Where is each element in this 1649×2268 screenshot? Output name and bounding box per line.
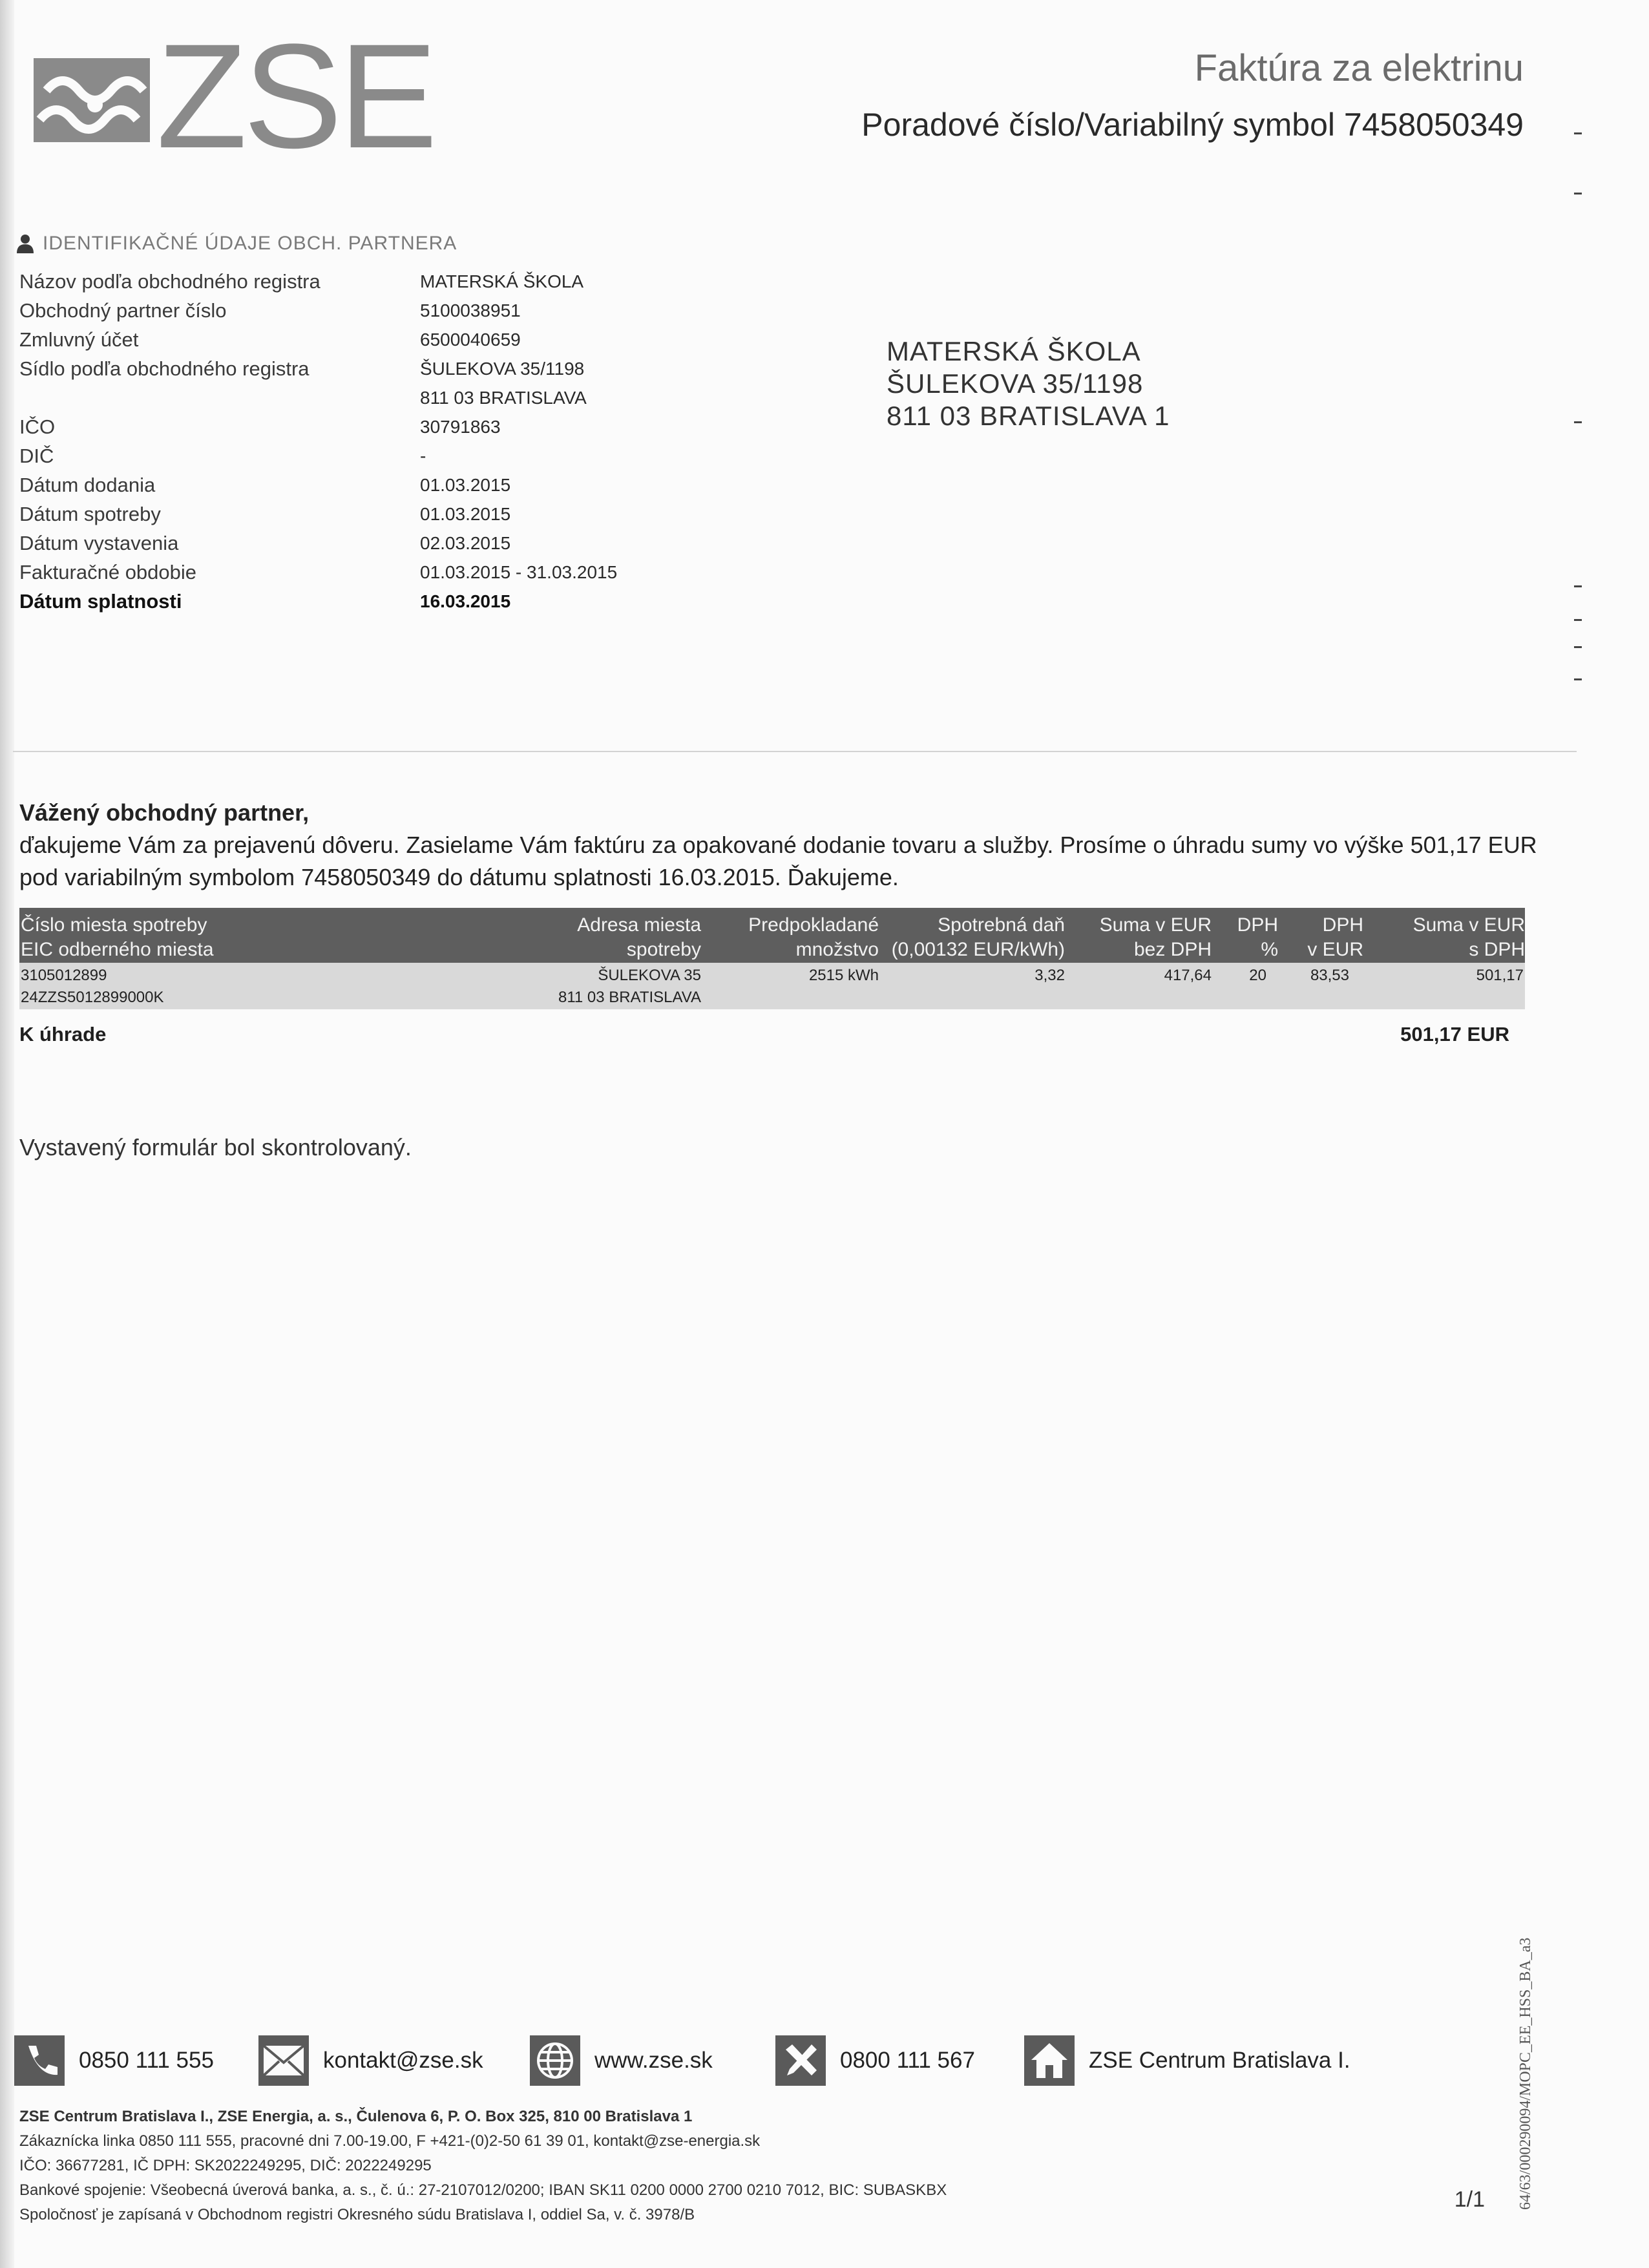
table-row — [19, 963, 1525, 1009]
variable-symbol: Poradové číslo/Variabilný symbol 7458050349 — [861, 107, 1524, 143]
margin-mark — [1574, 132, 1582, 134]
tools-icon — [775, 2035, 826, 2086]
total-value: 501,17 EUR — [1400, 1023, 1509, 1045]
contact-service — [775, 2035, 975, 2086]
col-place: Číslo miesta spotreby EIC odberného miesta — [21, 914, 214, 960]
contact-service-text: 0800 111 567 — [840, 2048, 975, 2073]
contact-web — [530, 2035, 713, 2086]
page-number: 1/1 — [1454, 2187, 1485, 2212]
phone-icon — [14, 2035, 65, 2086]
col-amount-inc-vat: Suma v EUR s DPH — [1413, 914, 1525, 960]
partner-value-dic: - — [420, 446, 426, 466]
partner-value-seat: ŠULEKOVA 35/1198 — [420, 359, 585, 379]
contact-phone-text: 0850 111 555 — [79, 2048, 214, 2073]
cell-eic: 24ZZS5012899000K — [21, 989, 164, 1006]
partner-section-header — [17, 233, 457, 255]
partner-label-seat: Sídlo podľa obchodného registra — [19, 357, 310, 380]
partner-value-delivery: 01.03.2015 — [420, 475, 511, 495]
partner-label-delivery: Dátum dodania — [19, 474, 156, 496]
footer-company: ZSE Centrum Bratislava I., ZSE Energia, a. s., Čulenova 6, P. O. Box 325, 810 00 Bratislava 1 — [19, 2108, 693, 2125]
partner-section-title: IDENTIFIKAČNÉ ÚDAJE OBCH. PARTNERA — [43, 233, 457, 254]
footer-register: Spoločnosť je zapísaná v Obchodnom registri Okresného súdu Bratislava I, oddiel Sa, v. č. 3978/B — [19, 2206, 695, 2223]
partner-label-consumption: Dátum spotreby — [19, 503, 161, 525]
partner-label-issued: Dátum vystavenia — [19, 532, 179, 554]
col-quantity: Predpokladané množstvo — [748, 914, 879, 960]
partner-label-due: Dátum splatnosti — [19, 590, 182, 613]
partner-value-due: 16.03.2015 — [420, 591, 511, 611]
col-amount-ex-vat: Suma v EUR bez DPH — [1099, 914, 1212, 960]
partner-value-city: 811 03 BRATISLAVA — [420, 388, 587, 408]
partner-value-number: 5100038951 — [420, 300, 521, 320]
partner-value-ico: 30791863 — [420, 417, 501, 437]
margin-mark — [1574, 193, 1582, 194]
partner-value-period: 01.03.2015 - 31.03.2015 — [420, 562, 618, 582]
contact-centre — [1024, 2035, 1350, 2086]
footer-bank: Bankové spojenie: Všeobecná úverová banka, a. s., č. ú.: 27-2107012/0200; IBAN SK11 0200 0000 2700 0210 7012, BIC: SUBASKBX — [19, 2181, 947, 2199]
margin-mark — [1574, 678, 1582, 680]
contact-web-text: www.zse.sk — [594, 2048, 713, 2073]
address-line-3: 811 03 BRATISLAVA 1 — [887, 401, 1170, 431]
logo-text: ZSE — [156, 13, 434, 179]
margin-mark — [1574, 619, 1582, 621]
globe-icon — [530, 2035, 580, 2086]
total-label: K úhrade — [19, 1023, 107, 1045]
partner-label-ico: IČO — [19, 415, 56, 438]
divider — [13, 751, 1577, 752]
partner-label-name: Názov podľa obchodného registra — [19, 270, 320, 293]
cell-place-number: 3105012899 — [21, 967, 107, 984]
col-vat-eur: DPH v EUR — [1307, 914, 1363, 960]
partner-value-issued: 02.03.2015 — [420, 533, 511, 553]
partner-value-account: 6500040659 — [420, 330, 521, 350]
address-line-2: ŠULEKOVA 35/1198 — [887, 368, 1144, 399]
cell-amount-ex-vat: 417,64 — [1164, 967, 1212, 984]
table-header — [19, 908, 1525, 963]
footer-ids: IČO: 36677281, IČ DPH: SK2022249295, DIČ: 2022249295 — [19, 2157, 432, 2174]
contact-phone — [14, 2035, 214, 2086]
partner-label-period: Fakturačné obdobie — [19, 561, 197, 583]
partner-value-consumption: 01.03.2015 — [420, 504, 511, 524]
letter-body-line-1: ďakujeme Vám za prejavenú dôveru. Zasielame Vám faktúru za opakované dodanie tovaru a služby. Prosíme o úhradu sumy vo výške 501,17 EUR — [19, 832, 1537, 858]
letter-body-line-2: pod variabilným symbolom 7458050349 do dátumu splatnosti 16.03.2015. Ďakujeme. — [19, 864, 899, 890]
margin-mark — [1574, 585, 1582, 587]
partner-label-dic: DIČ — [19, 445, 54, 467]
cell-vat-percent: 20 — [1249, 967, 1266, 984]
margin-mark — [1574, 421, 1582, 423]
cell-vat-eur: 83,53 — [1310, 967, 1349, 984]
contact-email-text: kontakt@zse.sk — [323, 2048, 483, 2073]
partner-label-account: Zmluvný účet — [19, 328, 139, 351]
scan-edge — [0, 0, 14, 2268]
document-title: Faktúra za elektrinu — [1194, 47, 1524, 89]
zse-logo — [34, 13, 434, 179]
home-icon — [1024, 2035, 1075, 2086]
salutation: Vážený obchodný partner, — [19, 799, 310, 826]
zse-logo-icon — [34, 45, 150, 142]
footer-hotline: Zákaznícka linka 0850 111 555, pracovné dni 7.00-19.00, F +421-(0)2-50 61 39 01, kontakt@zse-energia.sk — [19, 2132, 761, 2150]
form-code: 64/63/000290094/MOPC_EE_HSS_BA_a3 — [1517, 1937, 1534, 2210]
contact-centre-text: ZSE Centrum Bratislava I. — [1089, 2048, 1350, 2073]
partner-value-name: MATERSKÁ ŠKOLA — [420, 271, 584, 291]
person-icon — [17, 234, 34, 253]
col-excise: Spotrebná daň (0,00132 EUR/kWh) — [891, 914, 1065, 960]
email-icon — [258, 2035, 309, 2086]
cell-address-2: 811 03 BRATISLAVA — [558, 989, 701, 1006]
col-vat-percent: DPH % — [1237, 914, 1278, 960]
margin-mark — [1574, 646, 1582, 648]
cell-excise: 3,32 — [1035, 967, 1065, 984]
partner-label-number: Obchodný partner číslo — [19, 299, 227, 322]
contact-email — [258, 2035, 483, 2086]
address-line-1: MATERSKÁ ŠKOLA — [887, 336, 1141, 366]
cell-amount-inc-vat: 501,17 — [1476, 967, 1524, 984]
check-note: Vystavený formulár bol skontrolovaný. — [19, 1134, 412, 1160]
cell-quantity: 2515 kWh — [808, 967, 879, 984]
col-address: Adresa miesta spotreby — [577, 914, 701, 960]
cell-address-1: ŠULEKOVA 35 — [598, 967, 701, 984]
